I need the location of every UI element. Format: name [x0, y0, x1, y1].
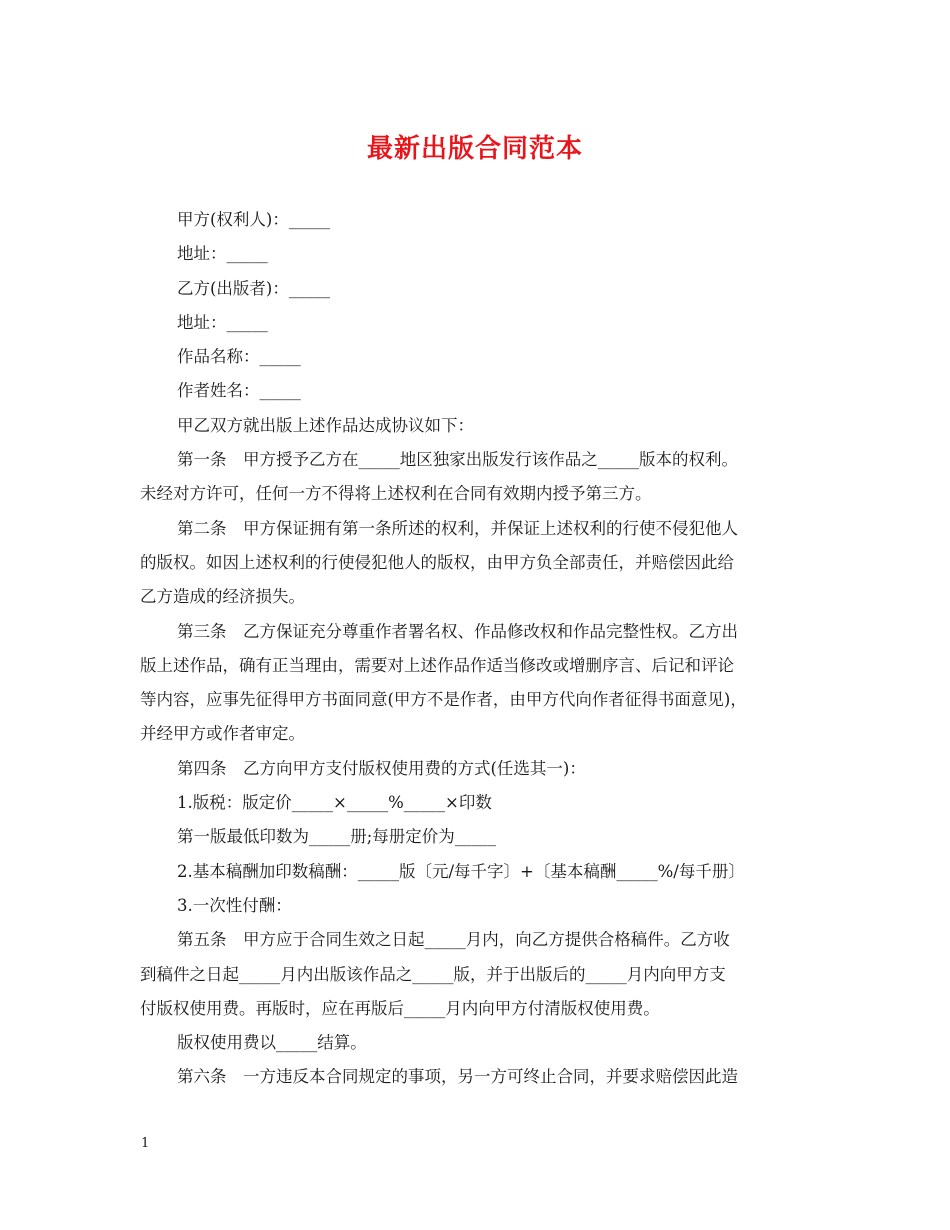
paragraph-line: 第二条 甲方保证拥有第一条所述的权利，并保证上述权利的行使不侵犯他人 [177, 518, 738, 538]
paragraph-line: 的版权。如因上述权利的行使侵犯他人的版权，由甲方负全部责任，并赔偿因此给 [140, 552, 734, 572]
paragraph-line: 第五条 甲方应于合同生效之日起_____月内，向乙方提供合格稿件。乙方收 [177, 930, 730, 950]
paragraph-line: 乙方造成的经济损失。 [140, 587, 305, 607]
paragraph-line: 甲方(权利人)：_____ [177, 210, 331, 229]
paragraph-line: 付版权使用费。再版时，应在再版后_____月内向甲方付清版权使用费。 [140, 998, 660, 1018]
document-title: 最新出版合同范本 [366, 134, 583, 164]
paragraph-line: 3.一次性付酬： [177, 895, 292, 915]
paragraph-line: 版权使用费以_____结算。 [177, 1033, 367, 1053]
paragraph-line: 作品名称：_____ [177, 347, 301, 367]
paragraph-line: 版上述作品，确有正当理由，需要对上述作品作适当修改或增删序言、后记和评论 [140, 655, 734, 675]
paragraph-line: 乙方(出版者)：_____ [177, 278, 331, 298]
paragraph-line: 并经甲方或作者审定。 [140, 724, 305, 744]
paragraph-line: 地址：_____ [177, 244, 268, 264]
paragraph-line: 1.版税：版定价_____×_____%_____×印数 [177, 793, 492, 813]
paragraph-line: 甲乙双方就出版上述作品达成协议如下： [177, 415, 474, 435]
paragraph-line: 第四条 乙方向甲方支付版权使用费的方式(任选其一)： [177, 758, 586, 778]
paragraph-line: 第三条 乙方保证充分尊重作者署名权、作品修改权和作品完整性权。乙方出 [177, 621, 738, 641]
paragraph-line: 2.基本稿酬加印数稿酬：_____版〔元/每千字〕+〔基本稿酬_____%/每千册〕 [177, 861, 745, 881]
paragraph-line: 第六条 一方违反本合同规定的事项，另一方可终止合同，并要求赔偿因此造 [177, 1067, 738, 1087]
paragraph-line: 地址：_____ [177, 312, 268, 332]
document-body [140, 203, 820, 1095]
paragraph-line: 第一版最低印数为_____册;每册定价为_____ [177, 827, 497, 847]
paragraph-line: 第一条 甲方授予乙方在_____地区独家出版发行该作品之_____版本的权利。 [177, 450, 738, 470]
paragraph-line: 作者姓名：_____ [177, 381, 301, 401]
paragraph-line: 到稿件之日起_____月内出版该作品之_____版，并于出版后的_____月内向甲方支 [140, 964, 726, 984]
page-number: 1 [141, 1136, 150, 1151]
paragraph-line: 未经对方许可，任何一方不得将上述权利在合同有效期内授予第三方。 [140, 484, 652, 504]
paragraph-line: 等内容，应事先征得甲方书面同意(甲方不是作者，由甲方代向作者征得书面意见)， [140, 690, 747, 710]
